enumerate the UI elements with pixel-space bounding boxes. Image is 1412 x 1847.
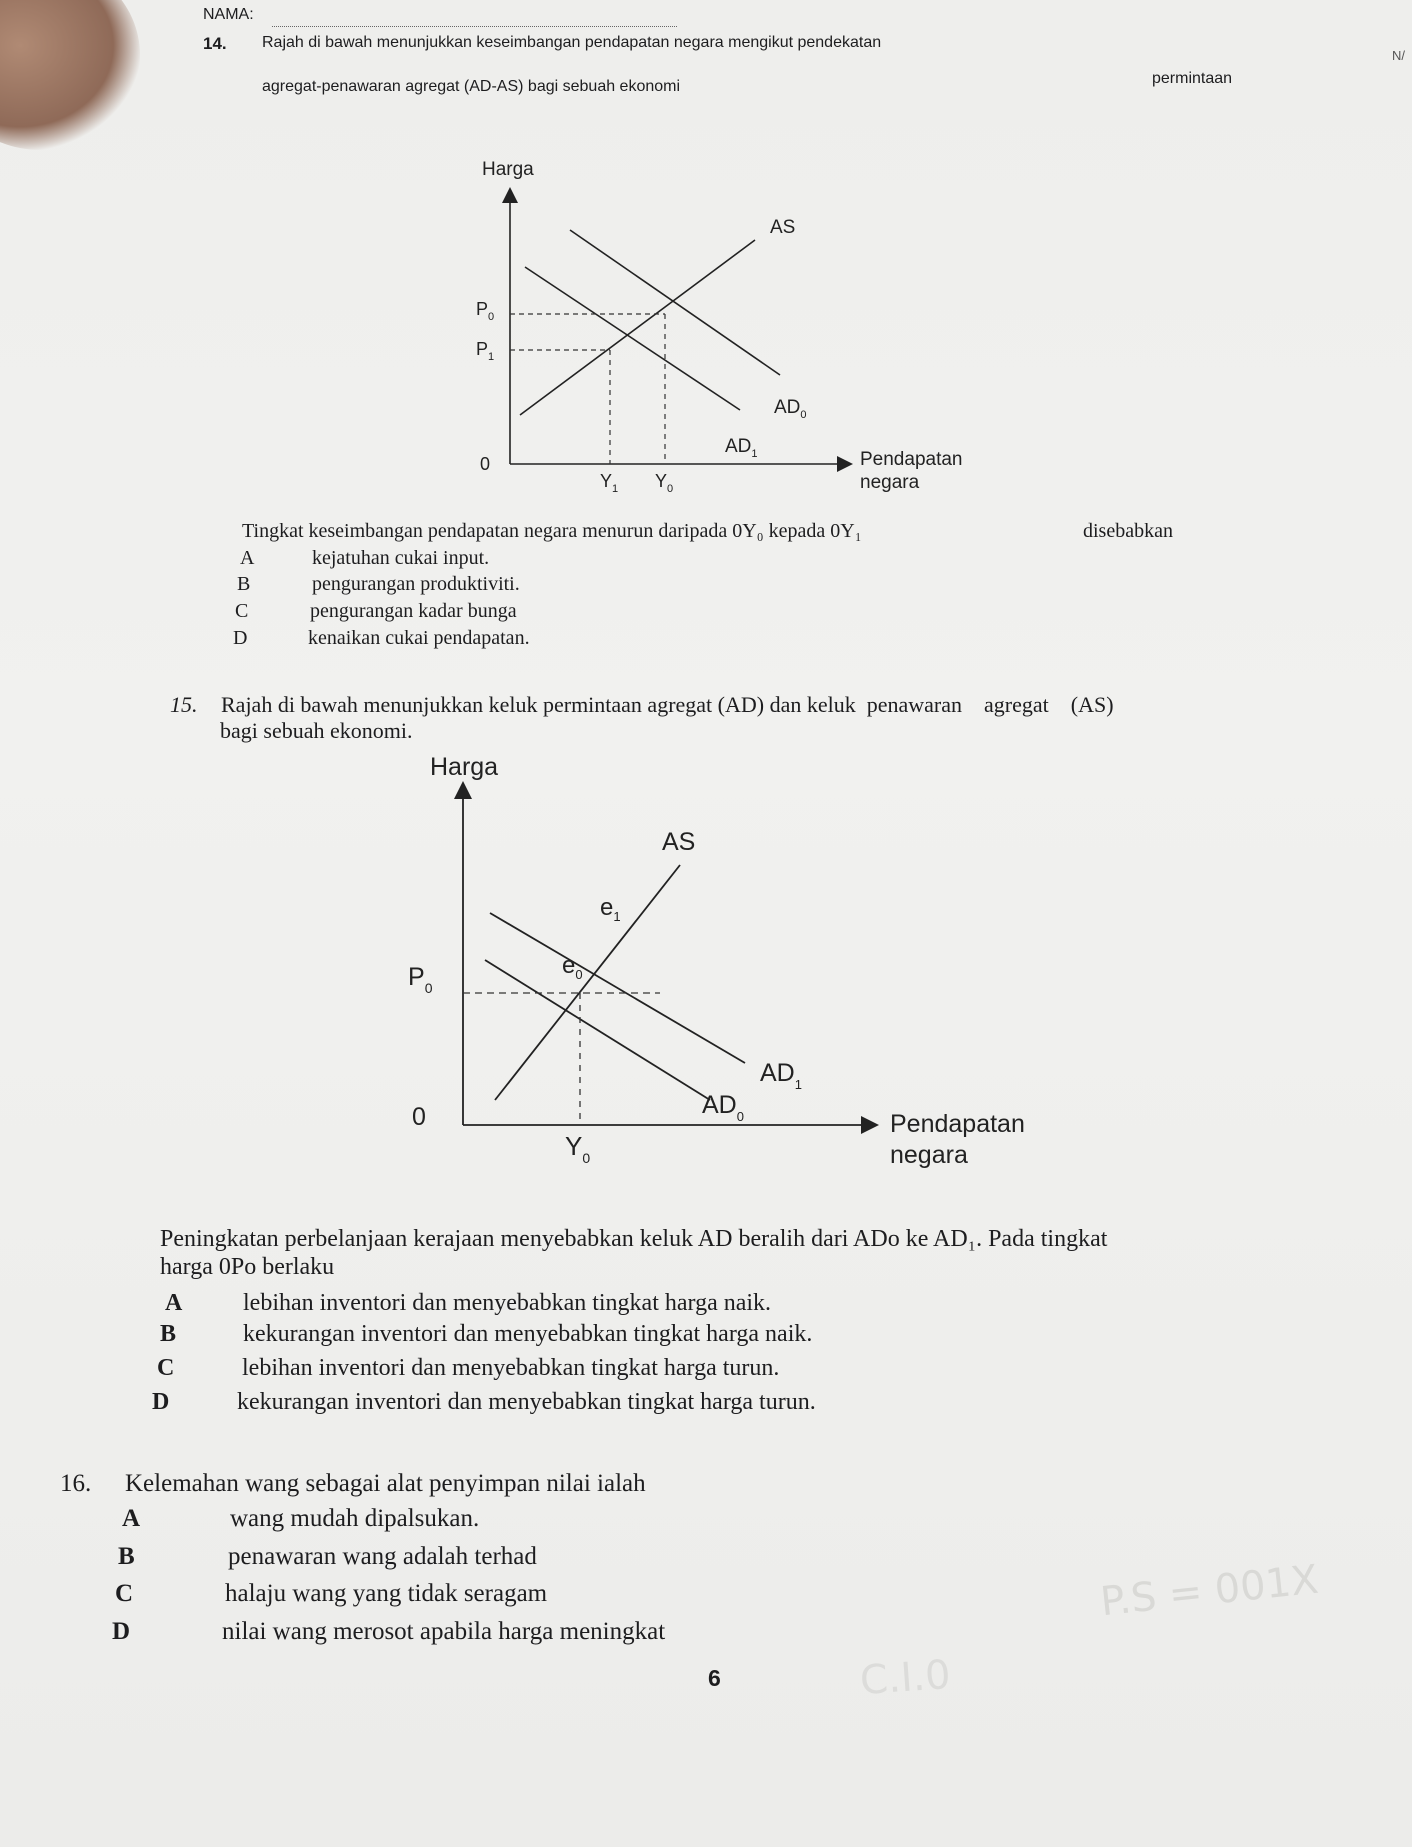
q16-option-a[interactable] xyxy=(122,1505,479,1533)
q15-e0-label: $e_0$ xyxy=(562,952,583,982)
q14-number: 14. xyxy=(203,34,227,53)
option-letter: C xyxy=(115,1580,134,1607)
q16-stem: Kelemahan wang sebagai alat penyimpan nilai ialah xyxy=(125,1470,646,1497)
q14-ad1-label: $AD_1$ xyxy=(725,436,758,460)
pencil-mark-1: P.S = 001X xyxy=(1098,1556,1321,1626)
q14-line1-tail: permintaan xyxy=(1152,70,1233,87)
option-text: nilai wang merosot apabila harga meningkat xyxy=(222,1618,666,1645)
page-number: 6 xyxy=(708,1665,721,1691)
q15-stem-line2: harga 0Po berlaku xyxy=(160,1254,335,1280)
option-letter: A xyxy=(165,1290,183,1316)
q15-ad1-label: $AD_1$ xyxy=(760,1059,802,1092)
q15-option-a[interactable] xyxy=(165,1290,771,1317)
q16-option-b[interactable] xyxy=(118,1543,537,1571)
name-line xyxy=(272,26,677,27)
q14-line1: Rajah di bawah menunjukkan keseimbangan pendapatan negara mengikut pendekatan xyxy=(262,34,882,51)
option-text: lebihan inventori dan menyebabkan tingkat harga turun. xyxy=(242,1355,780,1381)
q15-as-label: AS xyxy=(662,828,696,856)
pencil-mark-2: C.I.0 xyxy=(858,1651,953,1705)
option-letter: B xyxy=(160,1321,177,1347)
q16-number: 16. xyxy=(60,1470,92,1497)
finger-shadow xyxy=(0,0,140,150)
option-letter: A xyxy=(122,1505,141,1532)
option-text: wang mudah dipalsukan. xyxy=(230,1505,480,1532)
q15-x-axis-label-2: negara xyxy=(890,1141,968,1169)
option-text: lebihan inventori dan menyebabkan tingkat harga naik. xyxy=(243,1290,772,1316)
q15-option-b[interactable] xyxy=(160,1321,812,1348)
q14-p0-label: $P_0$ xyxy=(476,299,495,323)
q14-option-c[interactable] xyxy=(235,600,517,623)
option-text: kekurangan inventori dan menyebabkan tingkat harga naik. xyxy=(243,1321,813,1347)
option-letter: C xyxy=(157,1355,175,1381)
option-text: kejatuhan cukai input. xyxy=(312,547,490,569)
option-text: pengurangan kadar bunga xyxy=(310,600,517,622)
q15-origin-label: 0 xyxy=(412,1103,426,1131)
q15-line2: bagi sebuah ekonomi. xyxy=(220,718,413,743)
q16-option-c[interactable] xyxy=(115,1580,547,1608)
q14-y-axis-label: Harga xyxy=(482,159,534,180)
option-text: penawaran wang adalah terhad xyxy=(228,1543,537,1570)
option-letter: C xyxy=(235,600,249,622)
q15-e1-label: $e_1$ xyxy=(600,894,621,924)
q14-x-axis-label-1: Pendapatan xyxy=(860,449,963,470)
q14-option-a[interactable] xyxy=(240,547,489,570)
q14-ad0-label: $AD_0$ xyxy=(774,397,807,421)
q14-ad0-curve xyxy=(570,230,780,375)
option-text: pengurangan produktiviti. xyxy=(312,573,520,595)
q15-option-d[interactable] xyxy=(152,1389,816,1416)
q15-ad0-curve xyxy=(485,960,710,1100)
q15-ad0-label: $AD_0$ xyxy=(702,1091,744,1124)
q15-option-c[interactable] xyxy=(157,1355,779,1382)
q15-number: 15. xyxy=(170,692,198,717)
q15-x-axis-label-1: Pendapatan xyxy=(890,1110,1025,1138)
q14-option-b[interactable] xyxy=(237,573,520,596)
q16-option-d[interactable] xyxy=(112,1618,665,1646)
q14-x-axis-label-2: negara xyxy=(860,472,920,493)
q15-p0-label: $P_0$ xyxy=(408,963,433,996)
q14-p1-label: $P_1$ xyxy=(476,339,495,363)
name-label: NAMA: xyxy=(203,6,254,23)
q14-as-label: AS xyxy=(770,217,796,238)
q14-origin-label: 0 xyxy=(480,454,491,474)
option-letter: D xyxy=(112,1618,131,1645)
q15-diagram xyxy=(390,745,1070,1175)
q15-y-axis-label: Harga xyxy=(430,753,499,781)
option-text: kekurangan inventori dan menyebabkan tingkat harga turun. xyxy=(237,1389,816,1415)
option-letter: D xyxy=(152,1389,170,1415)
q14-y1-label: $Y_1$ xyxy=(600,471,619,495)
edge-label: N/ xyxy=(1392,48,1405,63)
option-letter: B xyxy=(237,573,251,595)
q15-stem-line1: Peningkatan perbelanjaan kerajaan menyebabkan keluk AD beralih dari ADo ke AD₁. Pada tingkat xyxy=(160,1226,1108,1252)
q14-diagram xyxy=(440,145,1000,505)
q14-ad1-curve xyxy=(525,267,740,410)
q14-stem-tail: disebabkan xyxy=(1083,520,1173,542)
q15-y0-label: $Y_0$ xyxy=(565,1131,591,1166)
q14-line2: agregat-penawaran agregat (AD-AS) bagi sebuah ekonomi xyxy=(262,78,681,95)
q15-line1: Rajah di bawah menunjukkan keluk permintaan agregat (AD) dan keluk penawaran agregat (AS) xyxy=(221,692,1114,717)
option-letter: A xyxy=(240,547,255,569)
q15-ad1-curve xyxy=(490,913,745,1063)
option-text: halaju wang yang tidak seragam xyxy=(225,1580,548,1607)
q14-stem: Tingkat keseimbangan pendapatan negara menurun daripada 0Y₀ kepada 0Y₁ xyxy=(242,520,862,542)
q14-option-d[interactable] xyxy=(233,627,530,650)
q14-as-curve xyxy=(520,240,755,415)
option-text: kenaikan cukai pendapatan. xyxy=(308,627,530,649)
q14-y0-label: $Y_0$ xyxy=(655,471,674,495)
option-letter: D xyxy=(233,627,248,649)
option-letter: B xyxy=(118,1543,135,1570)
